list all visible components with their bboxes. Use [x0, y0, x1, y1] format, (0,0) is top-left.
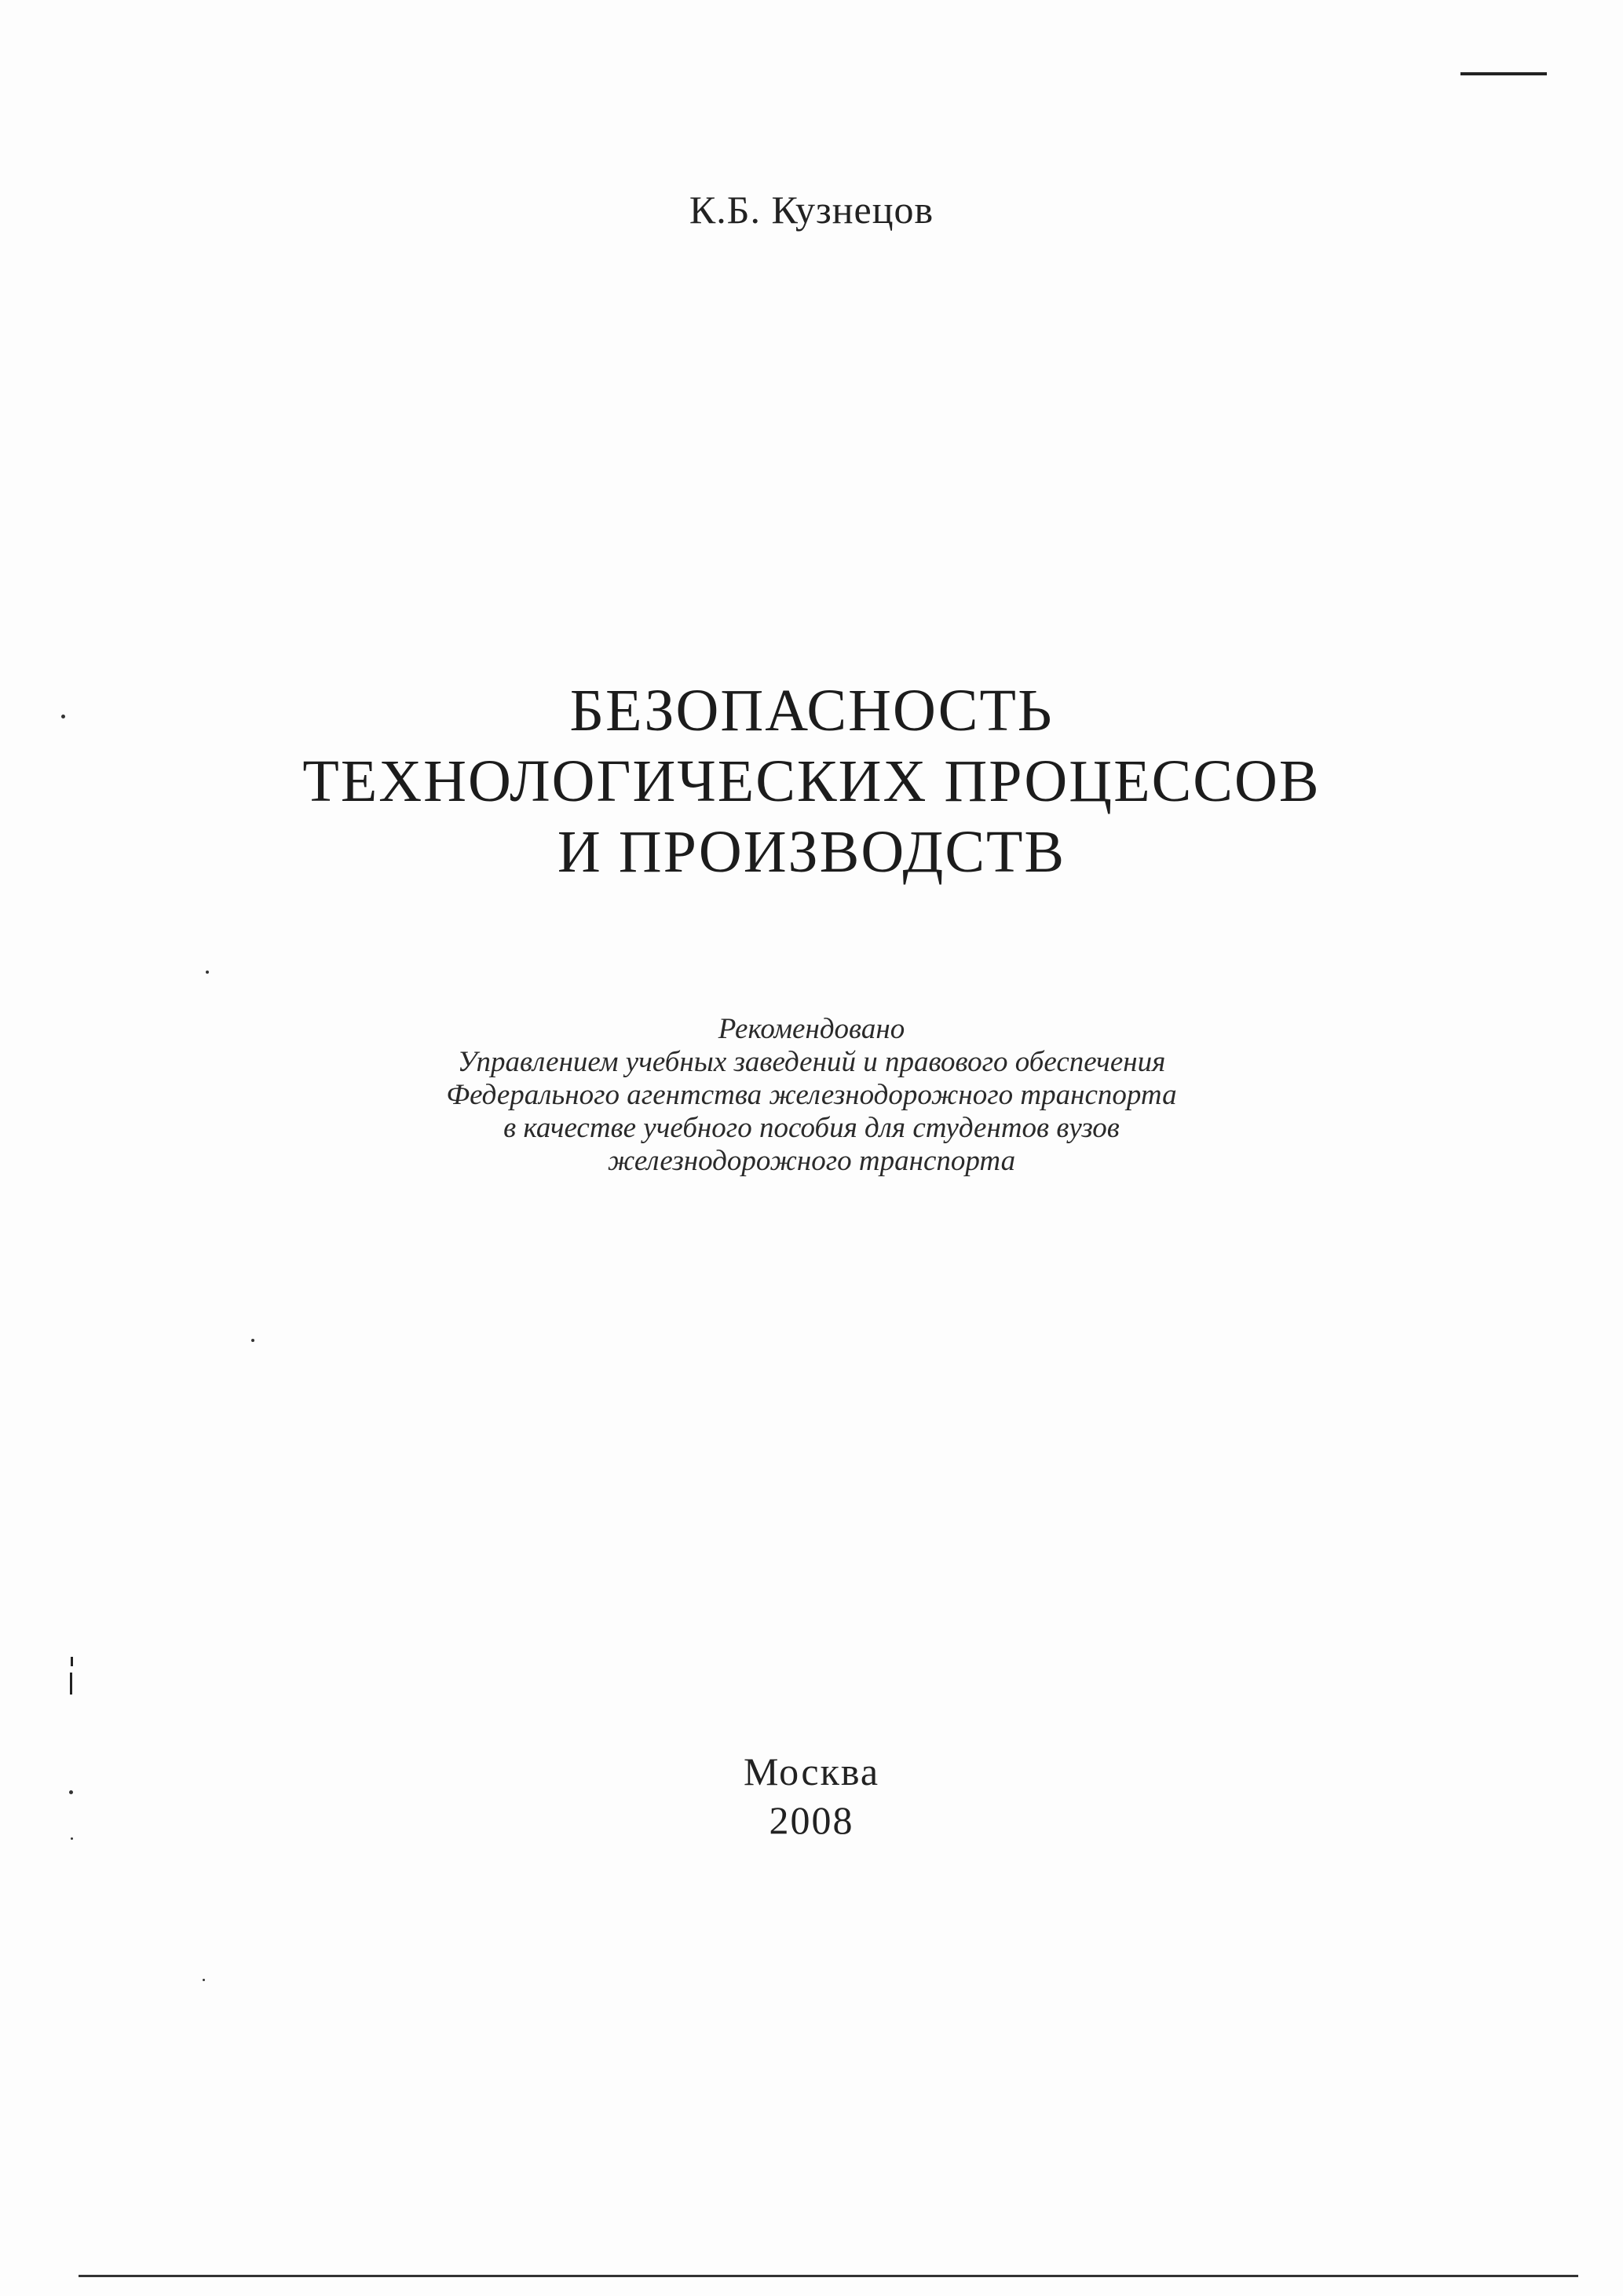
scan-rule-bottom	[79, 2275, 1578, 2277]
scan-speck	[61, 715, 65, 718]
book-title	[0, 675, 1623, 887]
recommendation-block	[0, 1013, 1623, 1178]
title-line-3: И ПРОИЗВОДСТВ	[557, 819, 1066, 885]
scan-speck	[206, 971, 209, 974]
recommendation-line-3: Федерального агентства железнодорожного транспорта	[446, 1079, 1177, 1111]
scan-mark	[71, 1657, 73, 1666]
recommendation-line-4: в качестве учебного пособия для студентов вузов	[503, 1112, 1120, 1144]
scan-speck	[251, 1339, 254, 1342]
scan-speck	[203, 1979, 205, 1981]
imprint-block	[0, 1747, 1623, 1844]
recommendation-line-1: Рекомендовано	[718, 1013, 905, 1045]
author-name: К.Б. Кузнецов	[689, 188, 934, 232]
scan-mark	[70, 1673, 72, 1695]
scan-speck	[71, 1837, 73, 1840]
imprint-city: Москва	[743, 1749, 880, 1793]
recommendation-line-2: Управлением учебных заведений и правового обеспечения	[457, 1046, 1166, 1078]
scan-rule-top	[1460, 72, 1547, 75]
recommendation-line-5: железнодорожного транспорта	[607, 1145, 1016, 1177]
scan-speck	[69, 1790, 73, 1794]
title-line-1: БЕЗОПАСНОСТЬ	[569, 678, 1054, 744]
title-line-2: ТЕХНОЛОГИЧЕСКИХ ПРОЦЕССОВ	[302, 748, 1321, 814]
imprint-year: 2008	[769, 1798, 854, 1842]
